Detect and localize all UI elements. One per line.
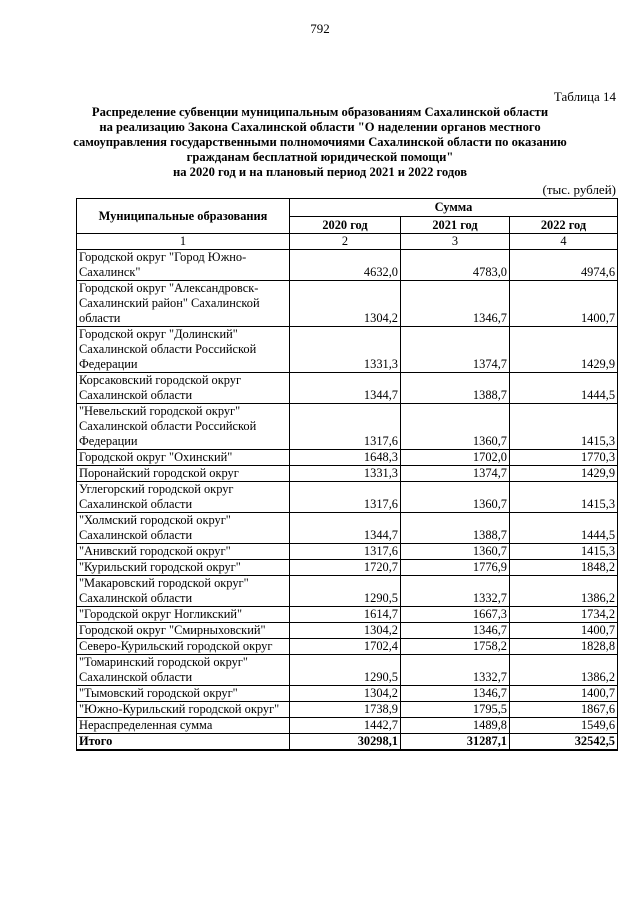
value-2022-cell: 1400,7 <box>510 623 618 639</box>
table-row <box>77 482 618 513</box>
table-row <box>77 513 618 544</box>
header-year-2020: 2020 год <box>290 217 401 234</box>
municipality-cell: "Невельский городской округ" Сахалинской области Российской Федерации <box>77 404 290 450</box>
value-2022-cell: 1400,7 <box>510 281 618 327</box>
header-year-2022: 2022 год <box>510 217 618 234</box>
table-row <box>77 281 618 327</box>
value-2020-cell: 1331,3 <box>290 466 401 482</box>
value-2020-cell: 1317,6 <box>290 482 401 513</box>
header-municipality: Муниципальные образования <box>77 199 290 234</box>
value-2020-cell: 1344,7 <box>290 373 401 404</box>
value-2020-cell: 30298,1 <box>290 734 401 751</box>
value-2020-cell: 1304,2 <box>290 623 401 639</box>
value-2022-cell: 1415,3 <box>510 482 618 513</box>
table-row <box>77 404 618 450</box>
value-2021-cell: 1332,7 <box>401 655 510 686</box>
value-2020-cell: 1331,3 <box>290 327 401 373</box>
value-2022-cell: 1386,2 <box>510 655 618 686</box>
header-year-2021: 2021 год <box>401 217 510 234</box>
value-2022-cell: 1415,3 <box>510 544 618 560</box>
municipality-cell: "Курильский городской округ" <box>77 560 290 576</box>
municipality-cell: Городской округ "Город Южно-Сахалинск" <box>77 250 290 281</box>
value-2022-cell: 1549,6 <box>510 718 618 734</box>
table-row <box>77 607 618 623</box>
value-2021-cell: 1346,7 <box>401 281 510 327</box>
table-row <box>77 250 618 281</box>
value-2022-cell: 1444,5 <box>510 373 618 404</box>
value-2022-cell: 1770,3 <box>510 450 618 466</box>
municipality-cell: "Городской округ Ногликский" <box>77 607 290 623</box>
value-2021-cell: 1360,7 <box>401 404 510 450</box>
value-2020-cell: 1648,3 <box>290 450 401 466</box>
value-2022-cell: 1828,8 <box>510 639 618 655</box>
value-2021-cell: 4783,0 <box>401 250 510 281</box>
value-2022-cell: 1415,3 <box>510 404 618 450</box>
value-2022-cell: 1444,5 <box>510 513 618 544</box>
value-2022-cell: 32542,5 <box>510 734 618 751</box>
value-2021-cell: 1388,7 <box>401 373 510 404</box>
value-2021-cell: 1332,7 <box>401 576 510 607</box>
municipality-cell: "Томаринский городской округ" Сахалинской области <box>77 655 290 686</box>
title-line: на реализацию Закона Сахалинской области "О наделении органов местного <box>99 120 541 134</box>
column-number: 4 <box>510 234 618 250</box>
value-2020-cell: 1290,5 <box>290 655 401 686</box>
value-2021-cell: 1360,7 <box>401 544 510 560</box>
table-row <box>77 373 618 404</box>
value-2022-cell: 1848,2 <box>510 560 618 576</box>
value-2020-cell: 1702,4 <box>290 639 401 655</box>
municipality-cell: Городской округ "Александровск-Сахалинский район" Сахалинской области <box>77 281 290 327</box>
value-2021-cell: 1374,7 <box>401 327 510 373</box>
units-label: (тыс. рублей) <box>542 182 616 197</box>
table-row <box>77 466 618 482</box>
value-2020-cell: 1317,6 <box>290 404 401 450</box>
title-line: самоуправления государственными полномочиями Сахалинской области по оказанию <box>73 135 567 149</box>
value-2020-cell: 1304,2 <box>290 281 401 327</box>
value-2021-cell: 1346,7 <box>401 686 510 702</box>
column-number: 3 <box>401 234 510 250</box>
table-row <box>77 639 618 655</box>
municipality-cell: Поронайский городской округ <box>77 466 290 482</box>
title-line: на 2020 год и на плановый период 2021 и 2022 годов <box>172 165 468 179</box>
municipality-cell: Нераспределенная сумма <box>77 718 290 734</box>
value-2021-cell: 1758,2 <box>401 639 510 655</box>
table-row <box>77 327 618 373</box>
municipality-cell: Корсаковский городской округ Сахалинской области <box>77 373 290 404</box>
value-2021-cell: 31287,1 <box>401 734 510 751</box>
table-row <box>77 702 618 718</box>
municipality-cell: "Южно-Курильский городской округ" <box>77 702 290 718</box>
value-2020-cell: 1738,9 <box>290 702 401 718</box>
table-row <box>77 544 618 560</box>
column-number: 2 <box>290 234 401 250</box>
municipality-cell: Городской округ "Смирныховский" <box>77 623 290 639</box>
table-row <box>77 450 618 466</box>
value-2021-cell: 1388,7 <box>401 513 510 544</box>
value-2020-cell: 1442,7 <box>290 718 401 734</box>
table-row <box>77 655 618 686</box>
value-2021-cell: 1795,5 <box>401 702 510 718</box>
title-line: Распределение субвенции муниципальным образованиям Сахалинской области <box>91 105 549 119</box>
municipality-cell: "Макаровский городской округ" Сахалинской области <box>77 576 290 607</box>
value-2022-cell: 4974,6 <box>510 250 618 281</box>
column-number: 1 <box>77 234 290 250</box>
value-2021-cell: 1489,8 <box>401 718 510 734</box>
municipality-cell: "Холмский городской округ" Сахалинской области <box>77 513 290 544</box>
value-2020-cell: 1344,7 <box>290 513 401 544</box>
table-row <box>77 623 618 639</box>
table-row <box>77 718 618 734</box>
value-2022-cell: 1867,6 <box>510 702 618 718</box>
municipality-cell: Северо-Курильский городской округ <box>77 639 290 655</box>
table-row <box>77 560 618 576</box>
value-2022-cell: 1734,2 <box>510 607 618 623</box>
value-2021-cell: 1776,9 <box>401 560 510 576</box>
value-2020-cell: 1304,2 <box>290 686 401 702</box>
value-2022-cell: 1386,2 <box>510 576 618 607</box>
value-2020-cell: 1614,7 <box>290 607 401 623</box>
municipality-cell: "Тымовский городской округ" <box>77 686 290 702</box>
value-2022-cell: 1400,7 <box>510 686 618 702</box>
municipality-cell: Итого <box>77 734 290 751</box>
value-2020-cell: 1720,7 <box>290 560 401 576</box>
value-2020-cell: 1317,6 <box>290 544 401 560</box>
document-title <box>60 105 580 180</box>
value-2021-cell: 1702,0 <box>401 450 510 466</box>
value-2021-cell: 1346,7 <box>401 623 510 639</box>
value-2022-cell: 1429,9 <box>510 466 618 482</box>
municipality-cell: Городской округ "Долинский" Сахалинской области Российской Федерации <box>77 327 290 373</box>
value-2021-cell: 1374,7 <box>401 466 510 482</box>
total-row <box>77 734 618 751</box>
page-number: 792 <box>310 21 330 36</box>
value-2021-cell: 1667,3 <box>401 607 510 623</box>
title-line: гражданам бесплатной юридической помощи" <box>186 150 454 164</box>
municipality-cell: Углегорский городской округ Сахалинской области <box>77 482 290 513</box>
subsidy-table <box>76 198 618 751</box>
value-2021-cell: 1360,7 <box>401 482 510 513</box>
header-sum: Сумма <box>290 199 618 217</box>
table-body <box>77 250 618 751</box>
municipality-cell: Городской округ "Охинский" <box>77 450 290 466</box>
table-row <box>77 576 618 607</box>
value-2020-cell: 1290,5 <box>290 576 401 607</box>
value-2020-cell: 4632,0 <box>290 250 401 281</box>
value-2022-cell: 1429,9 <box>510 327 618 373</box>
table-row <box>77 686 618 702</box>
municipality-cell: "Анивский городской округ" <box>77 544 290 560</box>
table-label: Таблица 14 <box>553 89 616 104</box>
